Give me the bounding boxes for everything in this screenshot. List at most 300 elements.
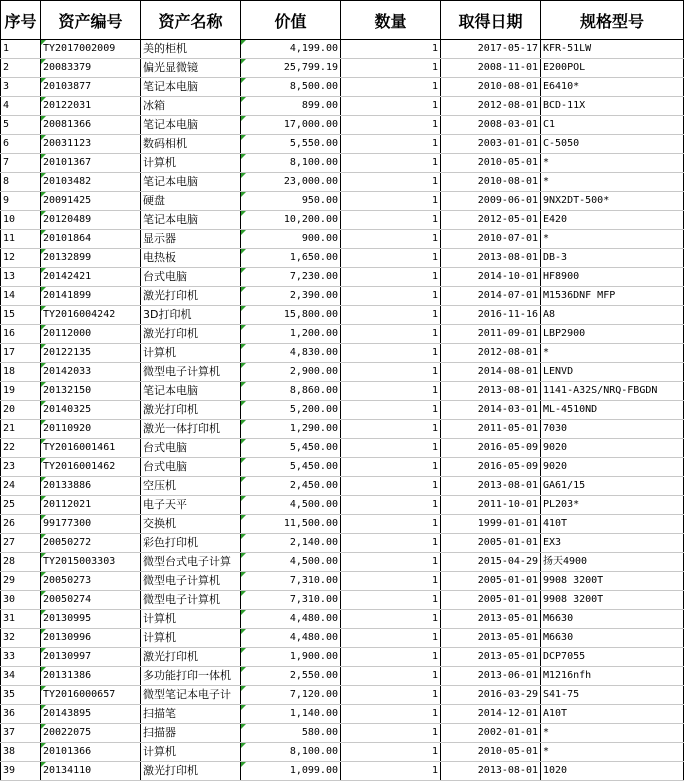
cell-acquired-date[interactable]: 2014-08-01	[441, 363, 541, 382]
cell-asset-name[interactable]: 笔记本电脑	[141, 211, 241, 230]
cell-value[interactable]: 4,480.00	[241, 610, 341, 629]
cell-acquired-date[interactable]: 2017-05-17	[441, 40, 541, 59]
cell-asset-id[interactable]: 20142033	[41, 363, 141, 382]
table-row	[1, 363, 684, 382]
cell-asset-id[interactable]: 20103482	[41, 173, 141, 192]
cell-acquired-date[interactable]: 2005-01-01	[441, 572, 541, 591]
cell-asset-name[interactable]: 笔记本电脑	[141, 173, 241, 192]
cell-asset-name[interactable]: 交换机	[141, 515, 241, 534]
cell-index[interactable]: 6	[1, 135, 41, 154]
cell-asset-id[interactable]: 20101366	[41, 743, 141, 762]
cell-acquired-date[interactable]: 2012-08-01	[441, 97, 541, 116]
cell-model[interactable]: C-5050	[541, 135, 684, 154]
cell-index[interactable]: 14	[1, 287, 41, 306]
cell-value[interactable]: 25,799.19	[241, 59, 341, 78]
cell-model[interactable]: BCD-11X	[541, 97, 684, 116]
table-row	[1, 325, 684, 344]
cell-asset-name[interactable]: 激光打印机	[141, 648, 241, 667]
cell-model[interactable]: *	[541, 743, 684, 762]
cell-asset-name[interactable]: 笔记本电脑	[141, 382, 241, 401]
cell-model[interactable]: *	[541, 724, 684, 743]
cell-quantity[interactable]: 1	[341, 154, 441, 173]
cell-asset-id[interactable]: 20101864	[41, 230, 141, 249]
table-row	[1, 629, 684, 648]
table-row	[1, 97, 684, 116]
cell-asset-name[interactable]: 3D打印机	[141, 306, 241, 325]
cell-index[interactable]: 5	[1, 116, 41, 135]
cell-value[interactable]: 8,500.00	[241, 78, 341, 97]
cell-asset-id[interactable]: TY2016001462	[41, 458, 141, 477]
cell-asset-id[interactable]: 20022075	[41, 724, 141, 743]
cell-index[interactable]: 20	[1, 401, 41, 420]
cell-asset-name[interactable]: 扫描笔	[141, 705, 241, 724]
cell-asset-name[interactable]: 冰箱	[141, 97, 241, 116]
cell-acquired-date[interactable]: 2010-08-01	[441, 173, 541, 192]
cell-quantity[interactable]: 1	[341, 610, 441, 629]
cell-quantity[interactable]: 1	[341, 59, 441, 78]
cell-asset-name[interactable]: 电子天平	[141, 496, 241, 515]
cell-index[interactable]: 22	[1, 439, 41, 458]
cell-index[interactable]: 12	[1, 249, 41, 268]
cell-index[interactable]: 13	[1, 268, 41, 287]
cell-quantity[interactable]: 1	[341, 724, 441, 743]
cell-acquired-date[interactable]: 2009-06-01	[441, 192, 541, 211]
cell-model[interactable]: E6410*	[541, 78, 684, 97]
cell-asset-id[interactable]: 20132150	[41, 382, 141, 401]
cell-asset-id[interactable]: 20133886	[41, 477, 141, 496]
cell-value[interactable]: 8,860.00	[241, 382, 341, 401]
cell-model[interactable]: 1020	[541, 762, 684, 781]
cell-asset-id[interactable]: 20110920	[41, 420, 141, 439]
cell-asset-name[interactable]: 微型电子计算机	[141, 572, 241, 591]
cell-value[interactable]: 1,200.00	[241, 325, 341, 344]
cell-acquired-date[interactable]: 2016-05-09	[441, 458, 541, 477]
cell-asset-name[interactable]: 激光打印机	[141, 762, 241, 781]
cell-value[interactable]: 7,120.00	[241, 686, 341, 705]
cell-value[interactable]: 900.00	[241, 230, 341, 249]
table-row	[1, 211, 684, 230]
cell-asset-name[interactable]: 硬盘	[141, 192, 241, 211]
header-value: 价值	[241, 1, 341, 40]
cell-asset-name[interactable]: 激光打印机	[141, 401, 241, 420]
cell-quantity[interactable]: 1	[341, 40, 441, 59]
cell-index[interactable]: 35	[1, 686, 41, 705]
cell-quantity[interactable]: 1	[341, 477, 441, 496]
cell-model[interactable]: HF8900	[541, 268, 684, 287]
cell-asset-name[interactable]: 数码相机	[141, 135, 241, 154]
cell-index[interactable]: 31	[1, 610, 41, 629]
cell-model[interactable]: C1	[541, 116, 684, 135]
cell-quantity[interactable]: 1	[341, 97, 441, 116]
cell-value[interactable]: 899.00	[241, 97, 341, 116]
cell-value[interactable]: 5,450.00	[241, 439, 341, 458]
cell-index[interactable]: 27	[1, 534, 41, 553]
cell-acquired-date[interactable]: 2003-01-01	[441, 135, 541, 154]
cell-acquired-date[interactable]: 2016-11-16	[441, 306, 541, 325]
cell-acquired-date[interactable]: 2013-05-01	[441, 629, 541, 648]
cell-model[interactable]: E420	[541, 211, 684, 230]
cell-model[interactable]: S41-75	[541, 686, 684, 705]
table-row	[1, 382, 684, 401]
cell-index[interactable]: 36	[1, 705, 41, 724]
table-row	[1, 572, 684, 591]
cell-value[interactable]: 4,480.00	[241, 629, 341, 648]
table-row	[1, 420, 684, 439]
cell-asset-id[interactable]: 20132899	[41, 249, 141, 268]
cell-quantity[interactable]: 1	[341, 230, 441, 249]
cell-index[interactable]: 9	[1, 192, 41, 211]
cell-value[interactable]: 4,199.00	[241, 40, 341, 59]
cell-model[interactable]: M1216nfh	[541, 667, 684, 686]
cell-value[interactable]: 1,099.00	[241, 762, 341, 781]
cell-value[interactable]: 1,290.00	[241, 420, 341, 439]
cell-acquired-date[interactable]: 2014-10-01	[441, 268, 541, 287]
cell-value[interactable]: 950.00	[241, 192, 341, 211]
cell-index[interactable]: 17	[1, 344, 41, 363]
cell-value[interactable]: 23,000.00	[241, 173, 341, 192]
cell-index[interactable]: 38	[1, 743, 41, 762]
cell-value[interactable]: 5,550.00	[241, 135, 341, 154]
table-row	[1, 477, 684, 496]
cell-model[interactable]: *	[541, 173, 684, 192]
cell-asset-id[interactable]: TY2016004242	[41, 306, 141, 325]
cell-model[interactable]: 9908 3200T	[541, 572, 684, 591]
cell-acquired-date[interactable]: 2012-08-01	[441, 344, 541, 363]
table-row	[1, 686, 684, 705]
header-index: 序号	[1, 1, 41, 40]
cell-index[interactable]: 39	[1, 762, 41, 781]
cell-asset-name[interactable]: 扫描器	[141, 724, 241, 743]
cell-asset-id[interactable]: 20101367	[41, 154, 141, 173]
cell-value[interactable]: 15,800.00	[241, 306, 341, 325]
cell-acquired-date[interactable]: 2015-04-29	[441, 553, 541, 572]
cell-quantity[interactable]: 1	[341, 667, 441, 686]
cell-acquired-date[interactable]: 2013-05-01	[441, 648, 541, 667]
cell-index[interactable]: 37	[1, 724, 41, 743]
cell-model[interactable]: ML-4510ND	[541, 401, 684, 420]
cell-asset-name[interactable]: 偏光显微镜	[141, 59, 241, 78]
cell-quantity[interactable]: 1	[341, 173, 441, 192]
cell-quantity[interactable]: 1	[341, 382, 441, 401]
cell-model[interactable]: *	[541, 230, 684, 249]
cell-index[interactable]: 16	[1, 325, 41, 344]
cell-value[interactable]: 1,900.00	[241, 648, 341, 667]
cell-index[interactable]: 25	[1, 496, 41, 515]
cell-index[interactable]: 32	[1, 629, 41, 648]
cell-index[interactable]: 7	[1, 154, 41, 173]
cell-acquired-date[interactable]: 2014-07-01	[441, 287, 541, 306]
cell-quantity[interactable]: 1	[341, 515, 441, 534]
cell-asset-name[interactable]: 笔记本电脑	[141, 78, 241, 97]
cell-quantity[interactable]: 1	[341, 591, 441, 610]
cell-model[interactable]: 扬天4900	[541, 553, 684, 572]
cell-asset-name[interactable]: 计算机	[141, 344, 241, 363]
cell-value[interactable]: 17,000.00	[241, 116, 341, 135]
table-row	[1, 515, 684, 534]
cell-model[interactable]: DCP7055	[541, 648, 684, 667]
cell-asset-name[interactable]: 美的柜机	[141, 40, 241, 59]
cell-asset-id[interactable]: TY2016001461	[41, 439, 141, 458]
cell-index[interactable]: 15	[1, 306, 41, 325]
cell-asset-id[interactable]: 20081366	[41, 116, 141, 135]
cell-asset-id[interactable]: 20142421	[41, 268, 141, 287]
cell-asset-id[interactable]: 20112021	[41, 496, 141, 515]
cell-asset-id[interactable]: 20091425	[41, 192, 141, 211]
cell-index[interactable]: 18	[1, 363, 41, 382]
cell-quantity[interactable]: 1	[341, 344, 441, 363]
cell-index[interactable]: 29	[1, 572, 41, 591]
cell-model[interactable]: 9NX2DT-500*	[541, 192, 684, 211]
cell-value[interactable]: 8,100.00	[241, 154, 341, 173]
table-row	[1, 648, 684, 667]
cell-quantity[interactable]: 1	[341, 268, 441, 287]
cell-asset-name[interactable]: 显示器	[141, 230, 241, 249]
cell-index[interactable]: 21	[1, 420, 41, 439]
cell-quantity[interactable]: 1	[341, 743, 441, 762]
cell-quantity[interactable]: 1	[341, 496, 441, 515]
cell-value[interactable]: 1,140.00	[241, 705, 341, 724]
cell-asset-id[interactable]: 20083379	[41, 59, 141, 78]
cell-asset-id[interactable]: TY2015003303	[41, 553, 141, 572]
cell-acquired-date[interactable]: 2008-11-01	[441, 59, 541, 78]
cell-asset-id[interactable]: 20031123	[41, 135, 141, 154]
cell-acquired-date[interactable]: 2014-03-01	[441, 401, 541, 420]
cell-asset-name[interactable]: 激光一体打印机	[141, 420, 241, 439]
cell-index[interactable]: 30	[1, 591, 41, 610]
cell-asset-id[interactable]: 20140325	[41, 401, 141, 420]
cell-value[interactable]: 7,310.00	[241, 591, 341, 610]
cell-acquired-date[interactable]: 2010-05-01	[441, 154, 541, 173]
table-row	[1, 230, 684, 249]
cell-asset-name[interactable]: 彩色打印机	[141, 534, 241, 553]
cell-asset-id[interactable]: 20050274	[41, 591, 141, 610]
cell-index[interactable]: 1	[1, 40, 41, 59]
cell-model[interactable]: A8	[541, 306, 684, 325]
cell-index[interactable]: 11	[1, 230, 41, 249]
header-row	[1, 1, 684, 40]
cell-model[interactable]: PL203*	[541, 496, 684, 515]
cell-index[interactable]: 8	[1, 173, 41, 192]
cell-quantity[interactable]: 1	[341, 439, 441, 458]
cell-quantity[interactable]: 1	[341, 325, 441, 344]
cell-asset-name[interactable]: 台式电脑	[141, 268, 241, 287]
cell-value[interactable]: 4,500.00	[241, 553, 341, 572]
cell-acquired-date[interactable]: 2010-08-01	[441, 78, 541, 97]
cell-value[interactable]: 7,230.00	[241, 268, 341, 287]
cell-quantity[interactable]: 1	[341, 401, 441, 420]
table-row	[1, 287, 684, 306]
cell-quantity[interactable]: 1	[341, 705, 441, 724]
cell-asset-name[interactable]: 电热板	[141, 249, 241, 268]
cell-quantity[interactable]: 1	[341, 534, 441, 553]
cell-model[interactable]: LBP2900	[541, 325, 684, 344]
cell-model[interactable]: LENVD	[541, 363, 684, 382]
cell-asset-id[interactable]: 20130996	[41, 629, 141, 648]
cell-acquired-date[interactable]: 2013-06-01	[441, 667, 541, 686]
table-row	[1, 268, 684, 287]
cell-model[interactable]: A10T	[541, 705, 684, 724]
cell-index[interactable]: 28	[1, 553, 41, 572]
cell-index[interactable]: 19	[1, 382, 41, 401]
cell-acquired-date[interactable]: 1999-01-01	[441, 515, 541, 534]
cell-acquired-date[interactable]: 2011-10-01	[441, 496, 541, 515]
cell-acquired-date[interactable]: 2013-05-01	[441, 610, 541, 629]
table-row	[1, 667, 684, 686]
cell-asset-id[interactable]: 99177300	[41, 515, 141, 534]
cell-value[interactable]: 5,450.00	[241, 458, 341, 477]
cell-asset-id[interactable]: TY2016000657	[41, 686, 141, 705]
cell-asset-id[interactable]: 20143895	[41, 705, 141, 724]
cell-quantity[interactable]: 1	[341, 116, 441, 135]
cell-value[interactable]: 4,500.00	[241, 496, 341, 515]
cell-quantity[interactable]: 1	[341, 629, 441, 648]
cell-value[interactable]: 4,830.00	[241, 344, 341, 363]
cell-asset-name[interactable]: 空压机	[141, 477, 241, 496]
cell-value[interactable]: 2,390.00	[241, 287, 341, 306]
cell-model[interactable]: *	[541, 154, 684, 173]
cell-value[interactable]: 2,900.00	[241, 363, 341, 382]
cell-model[interactable]: GA61/15	[541, 477, 684, 496]
cell-index[interactable]: 24	[1, 477, 41, 496]
table-row	[1, 192, 684, 211]
table-row	[1, 553, 684, 572]
cell-asset-id[interactable]: 20130995	[41, 610, 141, 629]
cell-index[interactable]: 4	[1, 97, 41, 116]
cell-acquired-date[interactable]: 2014-12-01	[441, 705, 541, 724]
cell-asset-name[interactable]: 微型电子计算机	[141, 363, 241, 382]
cell-quantity[interactable]: 1	[341, 306, 441, 325]
cell-asset-name[interactable]: 计算机	[141, 610, 241, 629]
cell-acquired-date[interactable]: 2010-07-01	[441, 230, 541, 249]
cell-model[interactable]: DB-3	[541, 249, 684, 268]
cell-model[interactable]: 410T	[541, 515, 684, 534]
cell-asset-id[interactable]: 20130997	[41, 648, 141, 667]
cell-asset-name[interactable]: 微型台式电子计算	[141, 553, 241, 572]
cell-index[interactable]: 2	[1, 59, 41, 78]
cell-quantity[interactable]: 1	[341, 686, 441, 705]
cell-index[interactable]: 23	[1, 458, 41, 477]
cell-acquired-date[interactable]: 2011-09-01	[441, 325, 541, 344]
cell-model[interactable]: 1141-A32S/NRQ-FBGDN	[541, 382, 684, 401]
cell-value[interactable]: 7,310.00	[241, 572, 341, 591]
cell-asset-id[interactable]: 20122031	[41, 97, 141, 116]
cell-asset-name[interactable]: 激光打印机	[141, 325, 241, 344]
cell-asset-id[interactable]: 20050273	[41, 572, 141, 591]
cell-quantity[interactable]: 1	[341, 572, 441, 591]
cell-asset-id[interactable]: 20120489	[41, 211, 141, 230]
cell-model[interactable]: M1536DNF MFP	[541, 287, 684, 306]
cell-index[interactable]: 10	[1, 211, 41, 230]
cell-asset-id[interactable]: 20122135	[41, 344, 141, 363]
cell-asset-id[interactable]: 20131386	[41, 667, 141, 686]
table-row	[1, 59, 684, 78]
cell-index[interactable]: 34	[1, 667, 41, 686]
cell-acquired-date[interactable]: 2010-05-01	[441, 743, 541, 762]
cell-asset-name[interactable]: 激光打印机	[141, 287, 241, 306]
cell-acquired-date[interactable]: 2013-08-01	[441, 382, 541, 401]
cell-value[interactable]: 5,200.00	[241, 401, 341, 420]
cell-asset-id[interactable]: 20050272	[41, 534, 141, 553]
cell-quantity[interactable]: 1	[341, 287, 441, 306]
cell-acquired-date[interactable]: 2008-03-01	[441, 116, 541, 135]
cell-value[interactable]: 11,500.00	[241, 515, 341, 534]
cell-quantity[interactable]: 1	[341, 762, 441, 781]
cell-value[interactable]: 1,650.00	[241, 249, 341, 268]
cell-acquired-date[interactable]: 2005-01-01	[441, 534, 541, 553]
cell-index[interactable]: 33	[1, 648, 41, 667]
cell-asset-name[interactable]: 多功能打印一体机	[141, 667, 241, 686]
cell-acquired-date[interactable]: 2013-08-01	[441, 477, 541, 496]
cell-asset-id[interactable]: 20112000	[41, 325, 141, 344]
cell-model[interactable]: EX3	[541, 534, 684, 553]
cell-value[interactable]: 2,550.00	[241, 667, 341, 686]
cell-acquired-date[interactable]: 2012-05-01	[441, 211, 541, 230]
header-quantity: 数量	[341, 1, 441, 40]
cell-quantity[interactable]: 1	[341, 78, 441, 97]
table-row	[1, 249, 684, 268]
cell-model[interactable]: M6630	[541, 610, 684, 629]
cell-quantity[interactable]: 1	[341, 211, 441, 230]
cell-value[interactable]: 10,200.00	[241, 211, 341, 230]
cell-asset-name[interactable]: 计算机	[141, 154, 241, 173]
cell-acquired-date[interactable]: 2005-01-01	[441, 591, 541, 610]
cell-quantity[interactable]: 1	[341, 553, 441, 572]
table-row	[1, 496, 684, 515]
cell-model[interactable]: 9020	[541, 439, 684, 458]
cell-acquired-date[interactable]: 2013-08-01	[441, 762, 541, 781]
cell-asset-name[interactable]: 微型电子计算机	[141, 591, 241, 610]
cell-asset-name[interactable]: 台式电脑	[141, 439, 241, 458]
cell-model[interactable]: *	[541, 344, 684, 363]
cell-quantity[interactable]: 1	[341, 363, 441, 382]
cell-acquired-date[interactable]: 2016-05-09	[441, 439, 541, 458]
cell-asset-name[interactable]: 笔记本电脑	[141, 116, 241, 135]
cell-value[interactable]: 8,100.00	[241, 743, 341, 762]
cell-asset-id[interactable]: 20141899	[41, 287, 141, 306]
cell-quantity[interactable]: 1	[341, 249, 441, 268]
cell-acquired-date[interactable]: 2011-05-01	[441, 420, 541, 439]
cell-quantity[interactable]: 1	[341, 458, 441, 477]
cell-quantity[interactable]: 1	[341, 192, 441, 211]
cell-acquired-date[interactable]: 2016-03-29	[441, 686, 541, 705]
table-row	[1, 762, 684, 781]
cell-asset-name[interactable]: 计算机	[141, 629, 241, 648]
cell-model[interactable]: 9020	[541, 458, 684, 477]
cell-acquired-date[interactable]: 2002-01-01	[441, 724, 541, 743]
cell-index[interactable]: 3	[1, 78, 41, 97]
cell-acquired-date[interactable]: 2013-08-01	[441, 249, 541, 268]
cell-model[interactable]: M6630	[541, 629, 684, 648]
cell-model[interactable]: KFR-51LW	[541, 40, 684, 59]
cell-model[interactable]: 7030	[541, 420, 684, 439]
cell-index[interactable]: 26	[1, 515, 41, 534]
cell-asset-name[interactable]: 计算机	[141, 743, 241, 762]
cell-quantity[interactable]: 1	[341, 648, 441, 667]
table-row	[1, 743, 684, 762]
cell-value[interactable]: 2,450.00	[241, 477, 341, 496]
cell-asset-id[interactable]: 20103877	[41, 78, 141, 97]
cell-model[interactable]: 9908 3200T	[541, 591, 684, 610]
cell-asset-id[interactable]: TY2017002009	[41, 40, 141, 59]
cell-value[interactable]: 2,140.00	[241, 534, 341, 553]
cell-value[interactable]: 580.00	[241, 724, 341, 743]
cell-asset-id[interactable]: 20134110	[41, 762, 141, 781]
cell-quantity[interactable]: 1	[341, 420, 441, 439]
cell-asset-name[interactable]: 微型笔记本电子计	[141, 686, 241, 705]
cell-quantity[interactable]: 1	[341, 135, 441, 154]
cell-model[interactable]: E200POL	[541, 59, 684, 78]
cell-asset-name[interactable]: 台式电脑	[141, 458, 241, 477]
